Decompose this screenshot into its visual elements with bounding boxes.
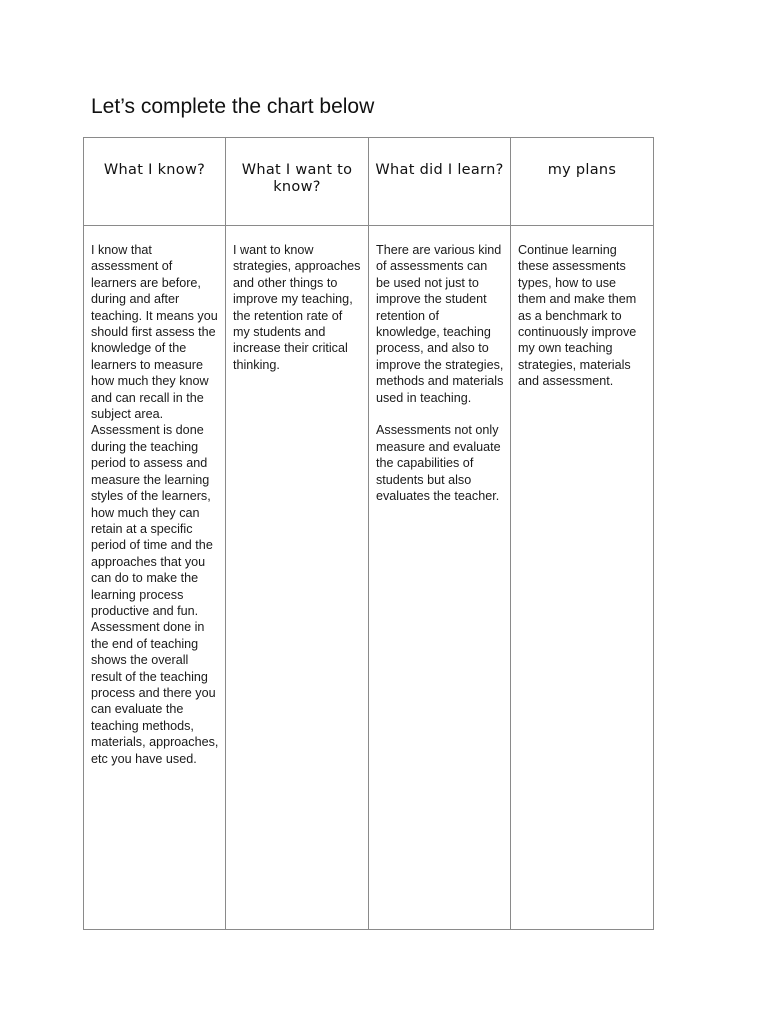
cell-what-i-want-to-know — [226, 226, 369, 930]
cell-my-plans — [511, 226, 654, 930]
cell-what-i-know — [84, 226, 226, 930]
want-text: I want to know strategies, approaches and other things to improve my teaching, the retention rate of my students and increase their critical thinking. — [233, 243, 361, 372]
cell-what-did-i-learn — [369, 226, 511, 930]
table-header-row — [84, 138, 654, 226]
learned-text-1: There are various kind of assessments can be used not just to improve the student retention of knowledge, teaching process, and also to improve the strategies, methods and materials used in teaching. — [376, 243, 504, 405]
header-my-plans: my plans — [511, 138, 654, 226]
table-row — [84, 226, 654, 930]
plans-text: Continue learning these assessments types, how to use them and make them as a benchmark to continuously improve my own teaching strategies, materials and assessment. — [518, 243, 637, 389]
page-title: Let’s complete the chart below — [91, 95, 375, 118]
learned-text-2: Assessments not only measure and evaluate the capabilities of students but also evaluates the teacher. — [376, 423, 501, 504]
header-what-i-want-to-know: What I want to know? — [226, 138, 369, 226]
header-what-i-know: What I know? — [84, 138, 226, 226]
know-text: I know that assessment of learners are before, during and after teaching. It means you should first assess the knowledge of the learners to measure how much they know and can recall in the subject area. Assessment is done during the teaching period to assess and measure the learning styles of the learners, how much they can retain at a specific period of time and the approaches that you can do to make the learning process productive and fun. Assessment done in the end of teaching shows the overall result of the teaching process and there you can evaluate the teaching methods, materials, approaches, etc you have used. — [91, 243, 219, 766]
header-what-did-i-learn: What did I learn? — [369, 138, 511, 226]
kwl-chart-table — [83, 137, 654, 930]
